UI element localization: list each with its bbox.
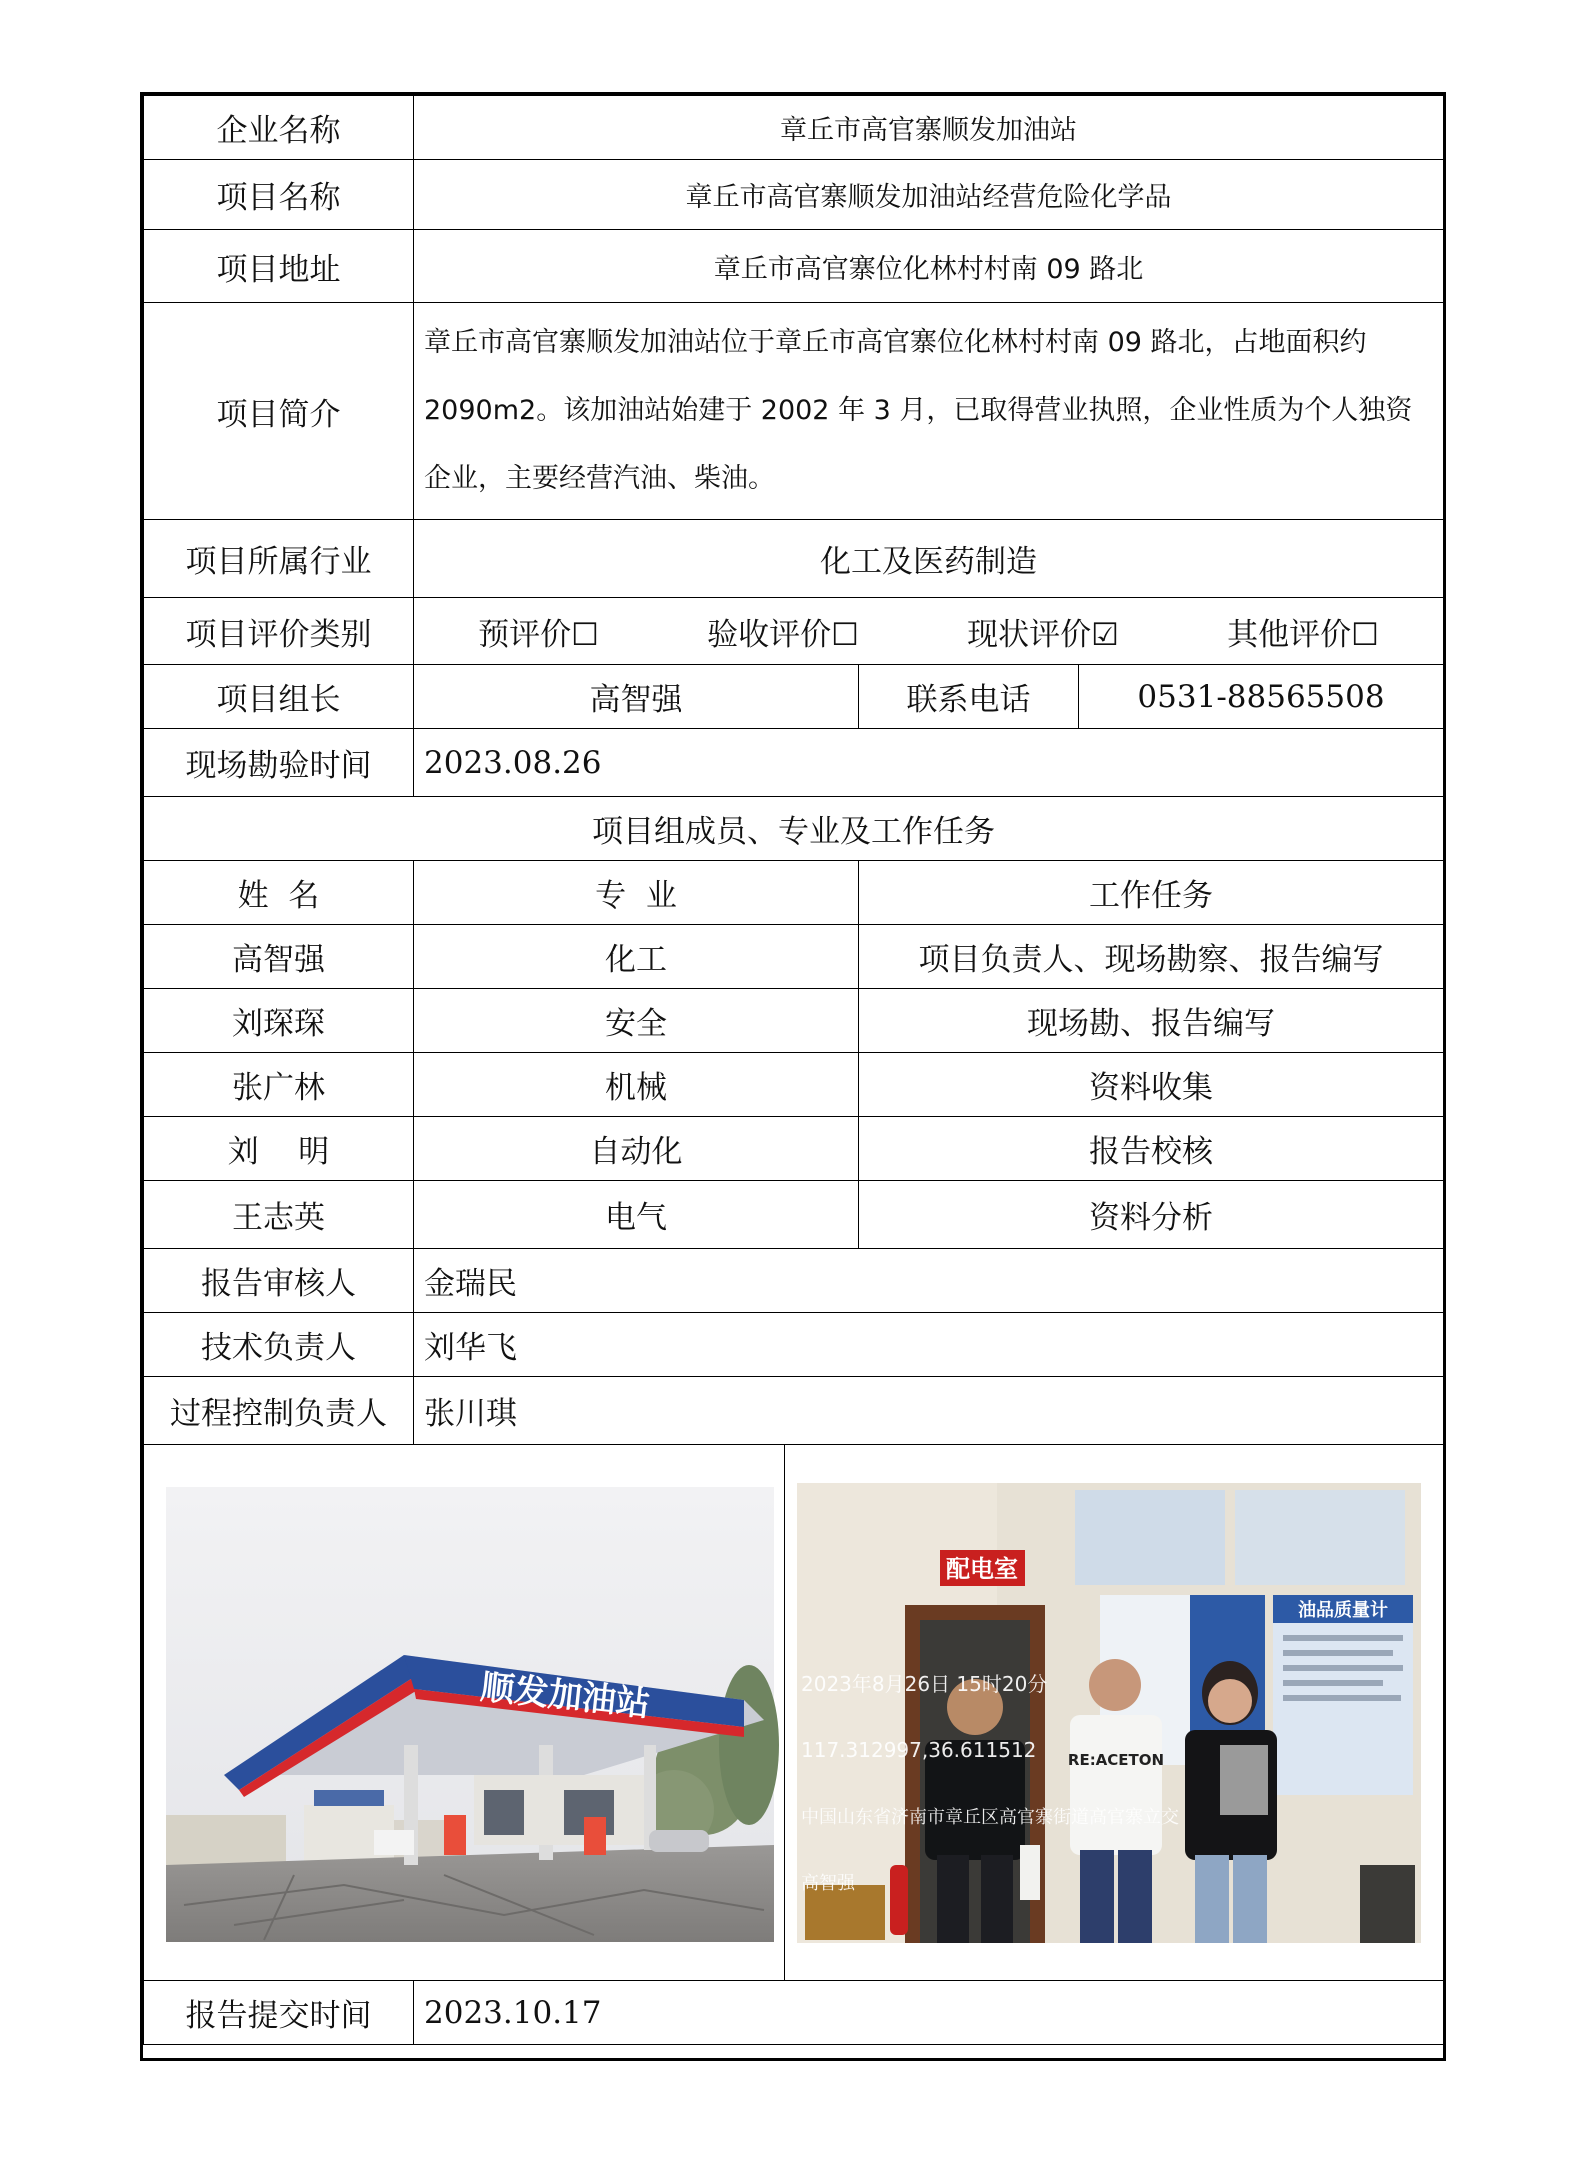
photo-location: 中国山东省济南市章丘区高官寨街道高官寨立交 <box>801 1807 1179 1828</box>
survey-time-row <box>144 729 1444 797</box>
enterprise-row <box>144 96 1444 160</box>
survey-time-label: 现场勘验时间 <box>144 729 414 797</box>
reviewer-label: 报告审核人 <box>144 1249 414 1313</box>
photo-author: 高智强 <box>801 1873 855 1894</box>
checkbox-icon[interactable]: ☐ <box>571 616 599 653</box>
poster-title: 油品质量计 <box>1298 1600 1388 1621</box>
eval-option-current[interactable]: 现状评价☑ <box>967 616 1119 653</box>
process-lead-row <box>144 1377 1444 1445</box>
tech-lead-value: 刘华飞 <box>414 1313 1444 1377</box>
members-header-row <box>144 861 1444 925</box>
photos-row <box>144 1445 1444 1981</box>
project-name-value: 章丘市高官寨顺发加油站经营危险化学品 <box>414 160 1444 230</box>
member-task: 现场勘、报告编写 <box>859 989 1444 1053</box>
members-title-row <box>144 797 1444 861</box>
evaluation-type-options <box>414 598 1444 665</box>
member-task: 资料收集 <box>859 1053 1444 1117</box>
project-address-row <box>144 230 1444 303</box>
canopy-sign: 顺发加油站 <box>478 1667 652 1725</box>
eval-option-pre[interactable]: 预评价☐ <box>478 616 599 653</box>
info-table <box>143 95 1444 2045</box>
report-form <box>140 92 1446 2061</box>
members-title: 项目组成员、专业及工作任务 <box>144 797 1444 861</box>
project-summary-value: 章丘市高官寨顺发加油站位于章丘市高官寨位化林村村南 09 路北，占地面积约 2090m2。该加油站始建于 2002 年 3 月，已取得营业执照，企业性质为个人独资企业，主要经营汽油、柴油。 <box>414 303 1444 520</box>
eval-option-other[interactable]: 其他评价☐ <box>1227 616 1379 653</box>
member-major: 自动化 <box>414 1117 859 1181</box>
table-row <box>144 1117 1444 1181</box>
evaluation-type-row <box>144 598 1444 665</box>
survey-team-photo <box>784 1445 1444 1980</box>
member-name: 高智强 <box>144 925 414 989</box>
member-name: 王志英 <box>144 1181 414 1249</box>
reviewer-value: 金瑞民 <box>414 1249 1444 1313</box>
member-major: 化工 <box>414 925 859 989</box>
submit-time-label: 报告提交时间 <box>144 1981 414 2045</box>
table-row <box>144 1181 1444 1249</box>
member-name: 刘琛琛 <box>144 989 414 1053</box>
member-task: 报告校核 <box>859 1117 1444 1181</box>
survey-time-value: 2023.08.26 <box>414 729 1444 797</box>
table-row <box>144 925 1444 989</box>
enterprise-label: 企业名称 <box>144 96 414 160</box>
member-task-header: 工作任务 <box>859 861 1444 925</box>
tech-lead-label: 技术负责人 <box>144 1313 414 1377</box>
project-address-label: 项目地址 <box>144 230 414 303</box>
industry-value: 化工及医药制造 <box>414 520 1444 598</box>
shirt-text: RE:ACETON <box>1067 1751 1165 1769</box>
tech-lead-row <box>144 1313 1444 1377</box>
project-summary-row <box>144 303 1444 520</box>
phone-label: 联系电话 <box>859 665 1079 729</box>
room-sign: 配电室 <box>946 1555 1018 1583</box>
submit-time-row <box>144 1981 1444 2045</box>
member-task: 资料分析 <box>859 1181 1444 1249</box>
photo-timestamp: 2023年8月26日 15时20分 <box>801 1672 1048 1696</box>
industry-row <box>144 520 1444 598</box>
checkbox-icon[interactable]: ☐ <box>831 616 859 653</box>
checkbox-checked-icon[interactable]: ☑ <box>1091 616 1119 653</box>
project-name-row <box>144 160 1444 230</box>
checkbox-icon[interactable]: ☐ <box>1351 616 1379 653</box>
leader-value: 高智强 <box>414 665 859 729</box>
project-summary-label: 项目简介 <box>144 303 414 520</box>
evaluation-type-label: 项目评价类别 <box>144 598 414 665</box>
enterprise-value: 章丘市高官寨顺发加油站 <box>414 96 1444 160</box>
photo-coordinates: 117.312997,36.611512 <box>801 1738 1037 1762</box>
project-address-value: 章丘市高官寨位化林村村南 09 路北 <box>414 230 1444 303</box>
table-row <box>144 1053 1444 1117</box>
leader-label: 项目组长 <box>144 665 414 729</box>
member-major-header: 专 业 <box>414 861 859 925</box>
project-name-label: 项目名称 <box>144 160 414 230</box>
member-major: 安全 <box>414 989 859 1053</box>
gas-station-photo <box>144 1445 784 1980</box>
process-lead-label: 过程控制负责人 <box>144 1377 414 1445</box>
industry-label: 项目所属行业 <box>144 520 414 598</box>
member-name-header: 姓 名 <box>144 861 414 925</box>
table-row <box>144 989 1444 1053</box>
eval-option-acceptance[interactable]: 验收评价☐ <box>707 616 859 653</box>
leader-row <box>144 665 1444 729</box>
member-task: 项目负责人、现场勘察、报告编写 <box>859 925 1444 989</box>
process-lead-value: 张川琪 <box>414 1377 1444 1445</box>
member-major: 机械 <box>414 1053 859 1117</box>
submit-time-value: 2023.10.17 <box>414 1981 1444 2045</box>
member-name: 刘 明 <box>144 1117 414 1181</box>
reviewer-row <box>144 1249 1444 1313</box>
member-name: 张广林 <box>144 1053 414 1117</box>
phone-value: 0531-88565508 <box>1079 665 1444 729</box>
member-major: 电气 <box>414 1181 859 1249</box>
